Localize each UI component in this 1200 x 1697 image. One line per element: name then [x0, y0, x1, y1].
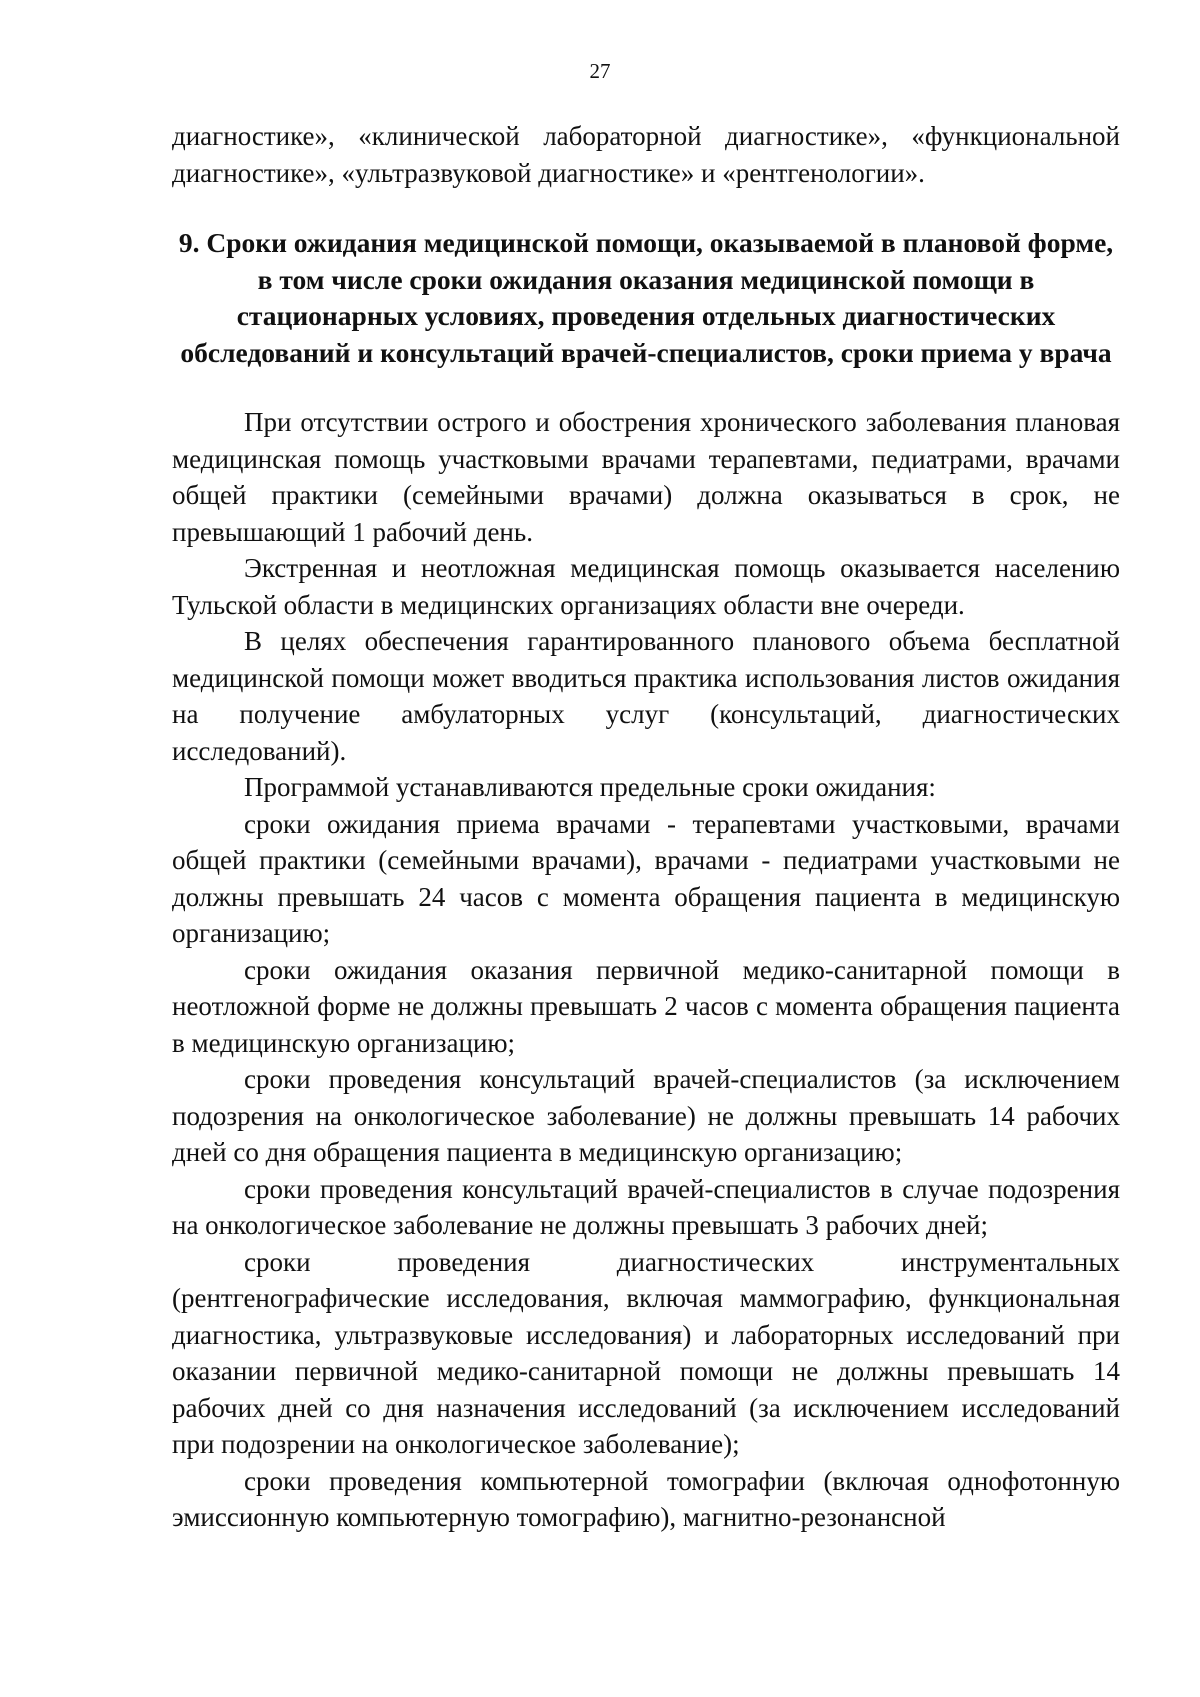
- list-item: сроки проведения консультаций врачей-специалистов (за исключением подозрения на онкологическое заболевание) не должны превышать 14 рабочих дней со дня обращения пациента в медицинскую организацию;: [172, 1064, 1120, 1167]
- page-body: [172, 118, 1120, 1536]
- list-item: сроки ожидания оказания первичной медико-санитарной помощи в неотложной форме не должны превышать 2 часов с момента обращения пациента в медицинскую организацию;: [172, 954, 1120, 1058]
- section-heading: 9. Сроки ожидания медицинской помощи, оказываемой в плановой форме, в том числе сроки ожидания оказания медицинской помощи в стационарных условиях, проведения отдельных диагностических обследований и консультаций врачей-специалистов, сроки приема у врача: [178, 227, 1114, 368]
- continuation-paragraph: диагностике», «клинической лабораторной диагностике», «функциональной диагностике», «ультразвуковой диагностике» и «рентгенологии».: [172, 121, 1120, 188]
- paragraph: Экстренная и неотложная медицинская помощь оказывается населению Тульской области в медицинских организациях области вне очереди.: [172, 553, 1120, 620]
- paragraph: При отсутствии острого и обострения хронического заболевания плановая медицинская помощь участковыми врачами терапевтами, педиатрами, врачами общей практики (семейными врачами) должна оказываться в срок, не превышающий 1 рабочий день.: [172, 407, 1120, 547]
- list-item: сроки проведения компьютерной томографии (включая однофотонную эмиссионную компьютерную томографию), магнитно-резонансной: [172, 1465, 1120, 1532]
- list-item: сроки ожидания приема врачами - терапевтами участковыми, врачами общей практики (семейными врачами), врачами - педиатрами участковыми не должны превышать 24 часов с момента обращения пациента в медицинскую организацию;: [172, 808, 1120, 948]
- list-item: сроки проведения диагностических инструментальных (рентгенографические исследования, включая маммографию, функциональная диагностика, ультразвуковые исследования) и лабораторных исследований при оказании первичной медико-санитарной помощи не должны превышать 14 рабочих дней со дня назначения исследований (за исключением исследований при подозрении на онкологическое заболевание);: [172, 1246, 1120, 1459]
- paragraph: В целях обеспечения гарантированного планового объема бесплатной медицинской помощи может вводиться практика использования листов ожидания на получение амбулаторных услуг (консультаций, диагностических исследований).: [172, 626, 1120, 766]
- paragraph: Программой устанавливаются предельные сроки ожидания:: [244, 772, 936, 802]
- list-item: сроки проведения консультаций врачей-специалистов в случае подозрения на онкологическое заболевание не должны превышать 3 рабочих дней;: [172, 1173, 1120, 1240]
- page-number: 27: [589, 59, 611, 83]
